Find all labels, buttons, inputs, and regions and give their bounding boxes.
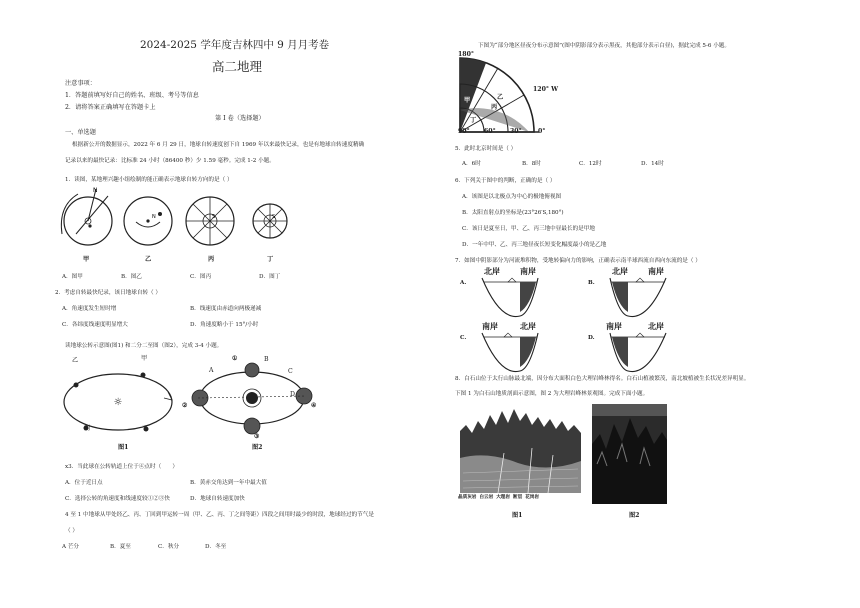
q2-option-b[interactable]: B．线速度由赤道向两极递减 (190, 306, 262, 312)
meridian-label: 180° (458, 51, 475, 58)
part-title: 第 I 卷（选择题） (215, 115, 265, 122)
bank-label: 北岸 (484, 266, 500, 276)
q6-option-c[interactable]: C．该日是夏至日，甲、乙、丙三地中昼最长的是甲地 (462, 226, 595, 232)
question-7: 7．如图中阴影部分为河流堆积物，受地转偏向力的影响，正确表示南半球西流自西向东流的是（ ） (455, 258, 701, 264)
svg-text:S: S (212, 214, 216, 220)
q6-option-b[interactable]: B．太阳直射点的坐标是(23°26′S,180°) (462, 210, 564, 216)
q1-option-c[interactable]: C．图丙 (190, 274, 212, 280)
note-line: 1．答题前填写好自己的姓名、班级、考号等信息 (65, 92, 199, 99)
season-number: ② (182, 402, 188, 409)
bank-label: 南岸 (482, 321, 498, 331)
question-4-line: 4 至 1 中地球从甲处经乙、丙、丁回到甲运转一周（甲、乙、丙、丁之间等距）四段之间用时最少的时段，地球经过的节气是 (65, 512, 374, 518)
legend-item: 晶质灰岩 (458, 495, 477, 500)
meridian-label: 30° (510, 128, 522, 135)
river-diagram-a[interactable] (460, 266, 560, 326)
q2-option-c[interactable]: C．各纬度线速度明显增大 (62, 322, 128, 328)
q3-option-a[interactable]: A．位于近日点 (65, 480, 103, 486)
legend-item: 断层 (512, 495, 523, 500)
option-letter: B. (588, 280, 595, 286)
orbit-figure-1 (58, 354, 188, 454)
figure-caption: 图2 (252, 444, 263, 451)
river-cross-section (588, 321, 688, 381)
note-line: 2．请将答案正确填写在答题卡上 (65, 104, 156, 111)
river-cross-section (460, 266, 560, 326)
orbit-point-label: 丙 (84, 425, 91, 432)
geologic-legend (458, 494, 586, 500)
q2-option-d[interactable]: D．角速度略小于 15°/小时 (190, 322, 259, 328)
place-label: 丁 (470, 117, 477, 124)
exam-title: 2024-2025 学年度吉林四中 9 月月考卷 (140, 39, 330, 51)
bank-label: 南岸 (606, 321, 622, 331)
season-number: ① (232, 355, 238, 362)
legend-item: 花岗岩 (525, 495, 539, 500)
globe-bing (186, 197, 234, 245)
q5-option-a[interactable]: A．6时 (462, 161, 481, 167)
river-cross-section (588, 266, 688, 326)
q4-option-b[interactable]: B．夏至 (110, 544, 131, 550)
q5-option-c[interactable]: C．12时 (579, 161, 602, 167)
option-letter: D. (588, 335, 595, 341)
q4-option-d[interactable]: D．冬至 (205, 544, 227, 550)
sun-icon: ☼ (113, 397, 123, 408)
globe-label: 丁 (267, 256, 274, 263)
orbit-point-label: 甲 (141, 355, 148, 362)
bank-label: 北岸 (612, 266, 628, 276)
river-diagram-d[interactable] (588, 321, 688, 381)
bank-label: 北岸 (520, 321, 536, 331)
question-2: 2．考虑自转最快纪录，该日地球自转（ ） (55, 290, 162, 296)
q6-option-d[interactable]: D．一年中甲、乙、丙三地昼夜长短变化幅度最小的是乙地 (462, 242, 607, 248)
q2-option-a[interactable]: A．角速度发生短时增 (62, 306, 117, 312)
q4-option-c[interactable]: C．秋分 (158, 544, 180, 550)
place-label: 甲 (464, 97, 471, 104)
globe-label: 甲 (83, 256, 90, 263)
figure-caption: 图1 (118, 444, 129, 451)
meridian-label: 0° (538, 128, 546, 135)
season-letter: B (264, 356, 269, 363)
option-letter: A. (460, 280, 467, 286)
river-diagram-b[interactable] (588, 266, 688, 326)
season-letter: D (290, 391, 295, 398)
question-3: x3．当此球在公转轨道上位于④点时（ ） (65, 464, 178, 470)
globe-label: 丙 (208, 256, 215, 263)
globe-ding (253, 204, 287, 238)
meridian-label: 90° (458, 128, 470, 135)
meridian-label: 120° W (533, 86, 559, 93)
season-number: ④ (311, 402, 317, 409)
section-title: 一、单选题 (65, 129, 96, 136)
bank-label: 南岸 (520, 266, 536, 276)
intro-line: 记录以来的最快记录：比标准 24 小时（86400 秒）少 1.59 毫秒。完成 1-2 小题。 (65, 158, 275, 164)
marble-peak-photo (592, 404, 667, 504)
globe-label: 乙 (145, 256, 152, 263)
q4-option-a[interactable]: A 芒分 (62, 544, 80, 550)
season-number: ③ (254, 433, 260, 440)
north-label: N (93, 187, 98, 194)
river-cross-section (460, 321, 560, 381)
bank-label: 南岸 (648, 266, 664, 276)
intro-line: 根据新公开的数据显示，2022 年 6 月 29 日，地球自转速度创下自 1969 年以来最快记录，也是有地球自转速度精确 (72, 142, 365, 148)
seasons-figure-2 (178, 352, 328, 452)
question-6: 6．下列关于图中的判断，正确的是（ ） (455, 178, 556, 184)
q5-option-d[interactable]: D．14时 (641, 161, 664, 167)
question-8-line: 8．白石山位于太行山脉最北端，因分布大面积白色大理岩峰林得名。白石山植被繁茂，南北坡植被生长状况差异明显。 (455, 376, 750, 382)
globe-yi (124, 197, 172, 245)
meridian-label: 60° (484, 128, 496, 135)
q1-globes-diagram (48, 186, 288, 266)
svg-text:S: S (272, 214, 276, 220)
q6-option-a[interactable]: A．该图是以北极点为中心的极地俯视图 (462, 194, 562, 200)
question-1: 1．读图，某地理兴趣小组绘制的能正确表示地球自转方向的是（ ） (65, 177, 233, 183)
orbit-point-label: 丁 (142, 425, 149, 432)
place-label: 乙 (497, 94, 504, 101)
bank-label: 北岸 (648, 321, 664, 331)
q1-option-a[interactable]: A．图甲 (62, 274, 83, 280)
q1-option-b[interactable]: B．图乙 (121, 274, 142, 280)
season-letter: C (288, 368, 293, 375)
q5-option-b[interactable]: B．8时 (522, 161, 541, 167)
option-letter: C. (460, 335, 467, 341)
intro-3-4: 读地球公转示意图(图1) 和二分二至图（图2），完成 3-4 小题。 (65, 343, 223, 349)
question-8-line: 下图 1 为白石山地质剖面示意图，图 2 为大理岩峰林景观图。完成下面小题。 (455, 391, 649, 397)
legend-item: 白云岩 (479, 495, 494, 500)
season-letter: A (209, 367, 214, 374)
svg-text:N: N (152, 214, 156, 220)
q3-option-d[interactable]: D．地球自转速度加快 (190, 496, 245, 502)
notes-header: 注意事项： (65, 80, 96, 87)
exam-subtitle: 高二地理 (212, 59, 263, 74)
globe-jia (61, 187, 112, 245)
q3-option-c[interactable]: C．选择公转的角速度和线速度较①②③快 (65, 496, 170, 502)
figure-caption: 图2 (629, 512, 640, 519)
intro-5-6: 下图为“部分地区昼夜分布示意图”(图中阴影部分表示黑夜，其他部分表示白昼)，据此完成 5-6 小题。 (478, 43, 730, 49)
q1-option-d[interactable]: D．图丁 (259, 274, 281, 280)
river-diagram-c[interactable] (460, 321, 560, 381)
question-4-line: （ ） (65, 528, 78, 534)
orbit-point-label: 乙 (72, 357, 79, 364)
figure-caption: 图1 (512, 512, 523, 519)
legend-item: 大理岩 (496, 495, 510, 500)
geologic-section-figure (458, 403, 583, 503)
q3-option-b[interactable]: B．黄赤交角达到一年中最大值 (190, 480, 267, 486)
place-label: 丙 (491, 104, 498, 111)
question-5: 5．此时北京时间是（ ） (455, 146, 517, 152)
